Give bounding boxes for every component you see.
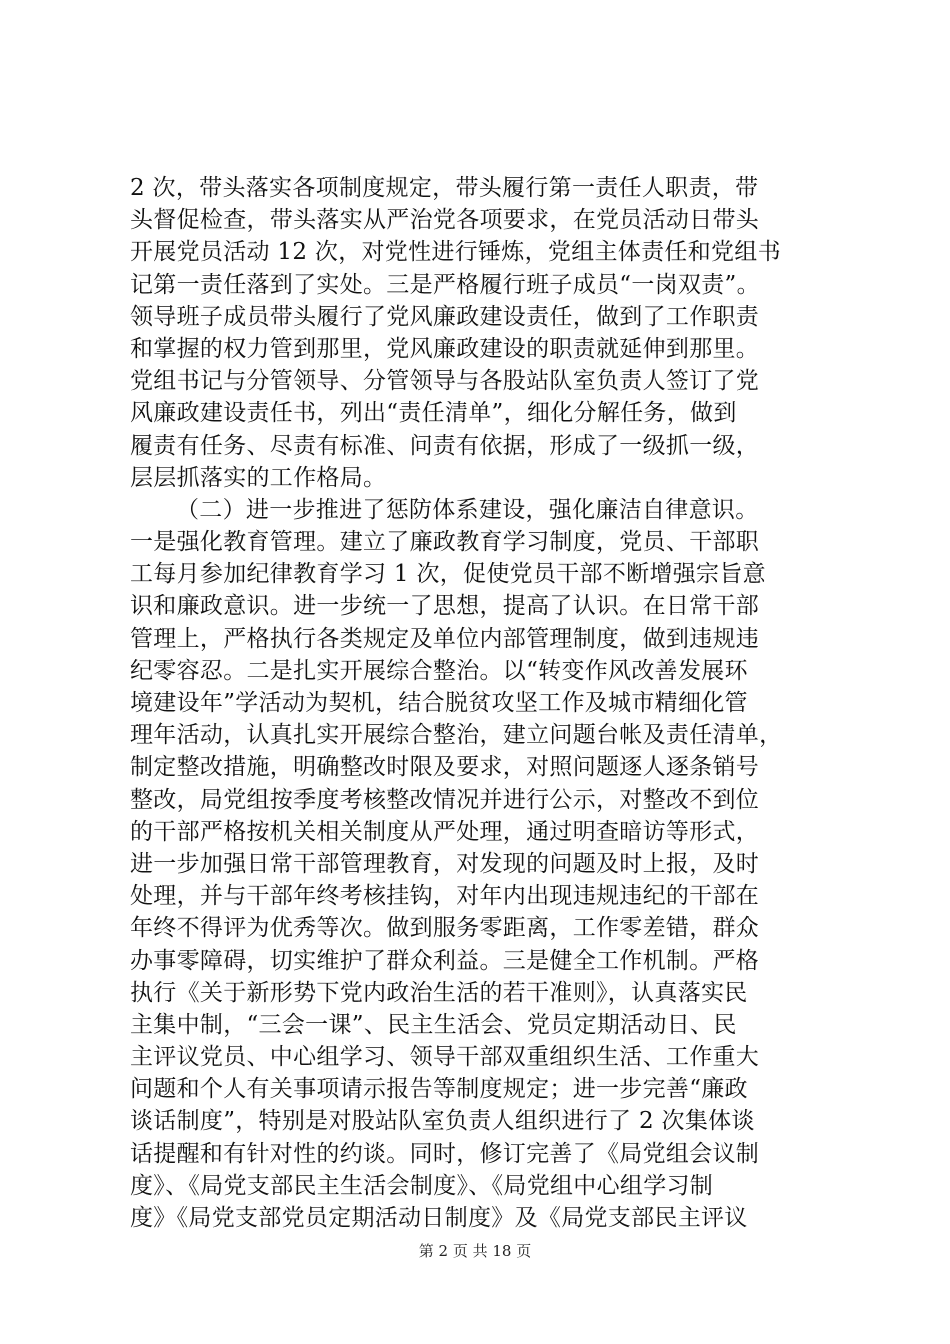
text-line: 的干部严格按机关相关制度从严处理，通过明查暗访等形式，	[130, 818, 760, 845]
page-number-footer: 第 2 页 共 18 页	[418, 1242, 532, 1260]
text-line: 进一步加强日常干部管理教育，对发现的问题及时上报，及时	[130, 850, 760, 877]
text-line: 履责有任务、尽责有标准、问责有依据，形成了一级抓一级，	[130, 432, 760, 459]
text-line: 2 次，带头落实各项制度规定，带头履行第一责任人职责，带	[130, 175, 759, 201]
text-line: 办事零障碍，切实维护了群众利益。三是健全工作机制。严格	[130, 947, 760, 974]
text-line: 工每月参加纪律教育学习 1 次，促使党员干部不断增强宗旨意	[130, 561, 766, 588]
body-text	[130, 172, 860, 1234]
text-line: 谈话制度”，特别是对股站队室负责人组织进行了 2 次集体谈	[130, 1108, 755, 1135]
text-line: 年终不得评为优秀等次。做到服务零距离，工作零差错，群众	[130, 915, 760, 942]
text-line: 一是强化教育管理。建立了廉政教育学习制度，党员、干部职	[130, 529, 760, 556]
text-line: 记第一责任落到了实处。三是严格履行班子成员“一岗双责”。	[130, 271, 760, 298]
text-line: 和掌握的权力管到那里，党风廉政建设的职责就延伸到那里。	[130, 335, 760, 362]
text-line: 风廉政建设责任书，列出“责任清单”，细化分解任务，做到	[130, 400, 737, 427]
text-line: 问题和个人有关事项请示报告等制度规定；进一步完善“廉政	[130, 1076, 748, 1103]
section-heading-line: （二）进一步推进了惩防体系建设，强化廉洁自律意识。	[176, 496, 759, 523]
text-line: 主评议党员、中心组学习、领导干部双重组织生活、工作重大	[130, 1044, 760, 1071]
text-line: 度》《局党支部党员定期活动日制度》及《局党支部民主评议	[130, 1205, 748, 1231]
text-line: 境建设年”学活动为契机，结合脱贫攻坚工作及城市精细化管	[130, 690, 748, 716]
text-line: 执行《关于新形势下党内政治生活的若干准则》，认真落实民	[130, 979, 748, 1006]
text-line: 管理上，严格执行各类规定及单位内部管理制度，做到违规违	[130, 625, 760, 652]
text-line: 识和廉政意识。进一步统一了思想，提高了认识。在日常干部	[130, 593, 760, 620]
text-line: 主集中制，“三会一课”、民主生活会、党员定期活动日、民	[130, 1011, 737, 1038]
text-line: 度》、《局党支部民主生活会制度》、《局党组中心组学习制	[130, 1172, 714, 1199]
text-line: 处理，并与干部年终考核挂钩，对年内出现违规违纪的干部在	[130, 883, 760, 910]
text-line: 制定整改措施，明确整改时限及要求，对照问题逐人逐条销号	[130, 754, 760, 781]
text-line: 党组书记与分管领导、分管领导与各股站队室负责人签订了党	[130, 368, 760, 395]
text-line: 整改，局党组按季度考核整改情况并进行公示，对整改不到位	[130, 786, 760, 813]
text-line: 领导班子成员带头履行了党风廉政建设责任，做到了工作职责	[130, 303, 760, 330]
text-line: 开展党员活动 12 次，对党性进行锤炼，党组主体责任和党组书	[130, 239, 781, 266]
text-line: 层层抓落实的工作格局。	[130, 464, 387, 491]
text-line: 头督促检查，带头落实从严治党各项要求，在党员活动日带头	[130, 207, 760, 234]
text-line: 纪零容忍。二是扎实开展综合整治。以“转变作风改善发展环	[130, 657, 748, 684]
text-line: 理年活动，认真扎实开展综合整治，建立问题台帐及责任清单，	[130, 722, 783, 749]
text-line: 话提醒和有针对性的约谈。同时，修订完善了《局党组会议制	[130, 1140, 760, 1167]
